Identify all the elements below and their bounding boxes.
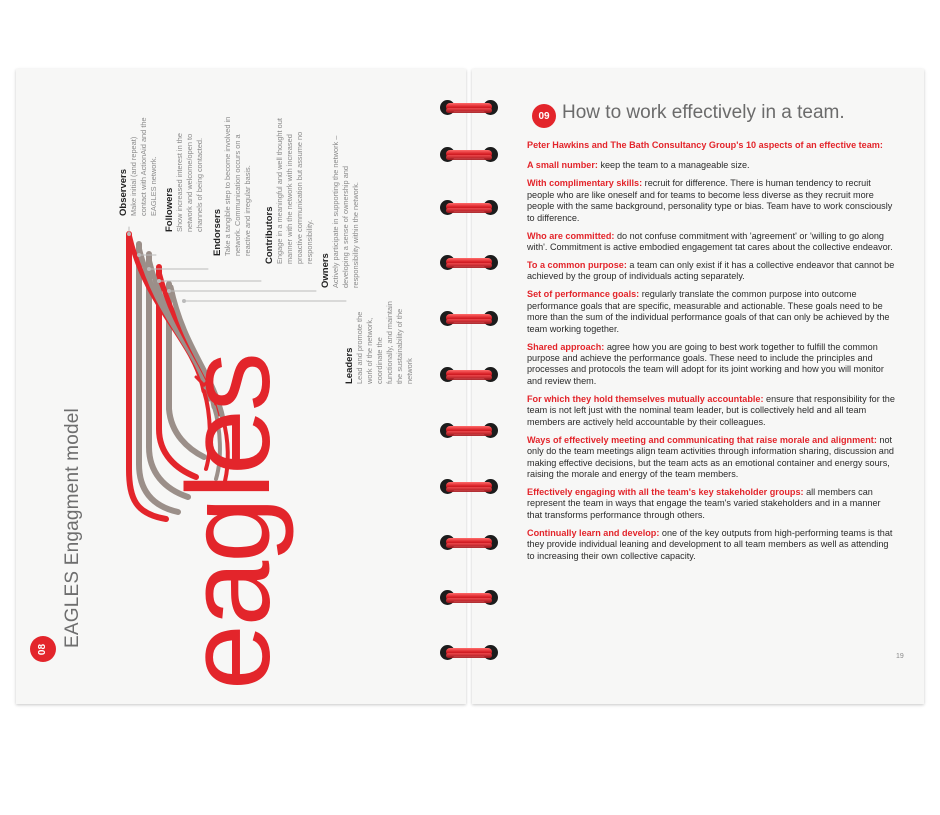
level-description: Lead and promote the work of the network, coordinate the functionally, and maintain the sustainability of the network	[355, 301, 414, 384]
spiral-ring	[436, 142, 502, 168]
aspect-text: all members can represent the team in ways that engage the team's varied stakeholders and in a manner that transforms performance through others.	[527, 486, 881, 520]
aspect-text: recruit for difference. There is human tendency to recruit people who are like oneself and for teams to become less diverse as they recruit more people with the same background, personality type or bias. Team have to work consciously to difference.	[527, 178, 893, 223]
page-number-badge: 08	[30, 636, 56, 662]
aspect-text: ensure that responsibility for the team is not left just with the nominal team leader, but is collectively held and all team members are actively held accountable by their colleagues.	[527, 393, 895, 427]
spiral-ring	[436, 585, 502, 611]
page-number: 19	[896, 653, 904, 660]
aspect-title: To a common purpose:	[527, 260, 627, 271]
aspect-item	[527, 260, 897, 283]
level-contributors	[264, 114, 315, 264]
aspect-title: With complimentary skills:	[527, 178, 643, 189]
spiral-ring	[436, 418, 502, 444]
aspect-item	[527, 289, 897, 335]
spiral-ring	[436, 95, 502, 121]
page-heading: How to work effectively in a team.	[562, 102, 845, 123]
spiral-ring	[436, 306, 502, 332]
spiral-ring	[436, 530, 502, 556]
level-title: Contributors	[264, 206, 275, 264]
aspect-item	[527, 487, 897, 521]
level-title: Endorsers	[212, 209, 223, 256]
level-title: Leaders	[344, 347, 355, 384]
aspect-title: Continually learn and develop:	[527, 527, 660, 538]
aspect-title: Effectively engaging with all the team's key stakeholder groups:	[527, 486, 804, 497]
aspect-text: not only do the team meetings align team activities through information sharing, discussion and making effective decisions, but the team acts as an emotional container and energy sours, raising the morale and energy of the team members.	[527, 434, 894, 479]
aspect-text: do not confuse commitment with 'agreement' or 'willing to go along with'. Commitment is active embodied engagement tat cares about the collective endeavor.	[527, 230, 893, 253]
team-aspects-content	[527, 140, 897, 569]
level-observers	[118, 116, 159, 216]
level-followers	[164, 127, 205, 232]
aspect-text: one of the key outputs from high-performing teams is that they provide individual leaning and development to all team members as well as attending to increasing their own collective capacity.	[527, 527, 893, 561]
spiral-binding	[436, 80, 506, 700]
aspect-title: For which they hold themselves mutually accountable:	[527, 393, 764, 404]
aspect-item	[527, 435, 897, 481]
spiral-ring	[436, 195, 502, 221]
aspect-item	[527, 231, 897, 254]
level-owners	[320, 128, 361, 288]
aspect-item	[527, 394, 897, 428]
aspect-text: keep the team to a manageable size.	[597, 160, 750, 171]
level-description: Actively participate in supporting the network – developing a sense of ownership and responsibility within the network.	[331, 135, 360, 288]
level-description: Show increased interest in the network and welcome/open to channels of being contacted.	[175, 132, 204, 232]
level-description: Engage in a meaningful and well thought out manner with the network with increased proactive communication but assume no responsibility.	[275, 118, 314, 264]
aspect-title: Shared approach:	[527, 341, 605, 352]
aspect-title: Ways of effectively meeting and communicating that raise morale and alignment:	[527, 434, 877, 445]
aspect-item	[527, 160, 897, 171]
eagles-logo-word: eagles	[163, 354, 295, 690]
level-description: Take a tangible step to become involved in network. Communication occurs on a reactive and irregular basis.	[223, 116, 252, 256]
level-description: Make initial (and repeat) contact with ActionAid and the EAGLES network.	[129, 117, 158, 216]
aspect-text: agree how you are going to best work together to fulfill the common purpose and achieve the performance goals. These need to include the principles and processes and protocols the team will adopt for its joint working and how you will monitor and review them.	[527, 341, 884, 386]
spiral-ring	[436, 640, 502, 666]
aspect-text: regularly translate the common purpose into outcome performance goals that are specific, measurable and actionable. These goals need to be more than the sum of the individual performance goals of that can only be achieved by the team working together.	[527, 289, 890, 334]
aspect-title: Set of performance goals:	[527, 289, 640, 300]
spiral-ring	[436, 250, 502, 276]
spiral-ring	[436, 362, 502, 388]
level-title: Owners	[320, 253, 331, 288]
level-title: Followers	[164, 187, 175, 232]
aspects-intro: Peter Hawkins and The Bath Consultancy Group's 10 aspects of an effective team:	[527, 140, 883, 150]
aspect-item	[527, 342, 897, 388]
level-endorsers	[212, 111, 253, 256]
spiral-ring	[436, 474, 502, 500]
aspect-item	[527, 178, 897, 224]
aspect-item	[527, 528, 897, 562]
level-title: Observers	[118, 168, 129, 216]
level-leaders	[344, 299, 415, 384]
aspect-text: a team can only exist if it has a collective endeavor that cannot be achieved by the group of individuals acting separately.	[527, 260, 895, 282]
aspect-title: A small number:	[527, 160, 598, 171]
section-title: EAGLES Engagment model	[62, 408, 83, 648]
aspect-title: Who are committed:	[527, 230, 615, 241]
page-number-badge: 09	[532, 104, 556, 128]
